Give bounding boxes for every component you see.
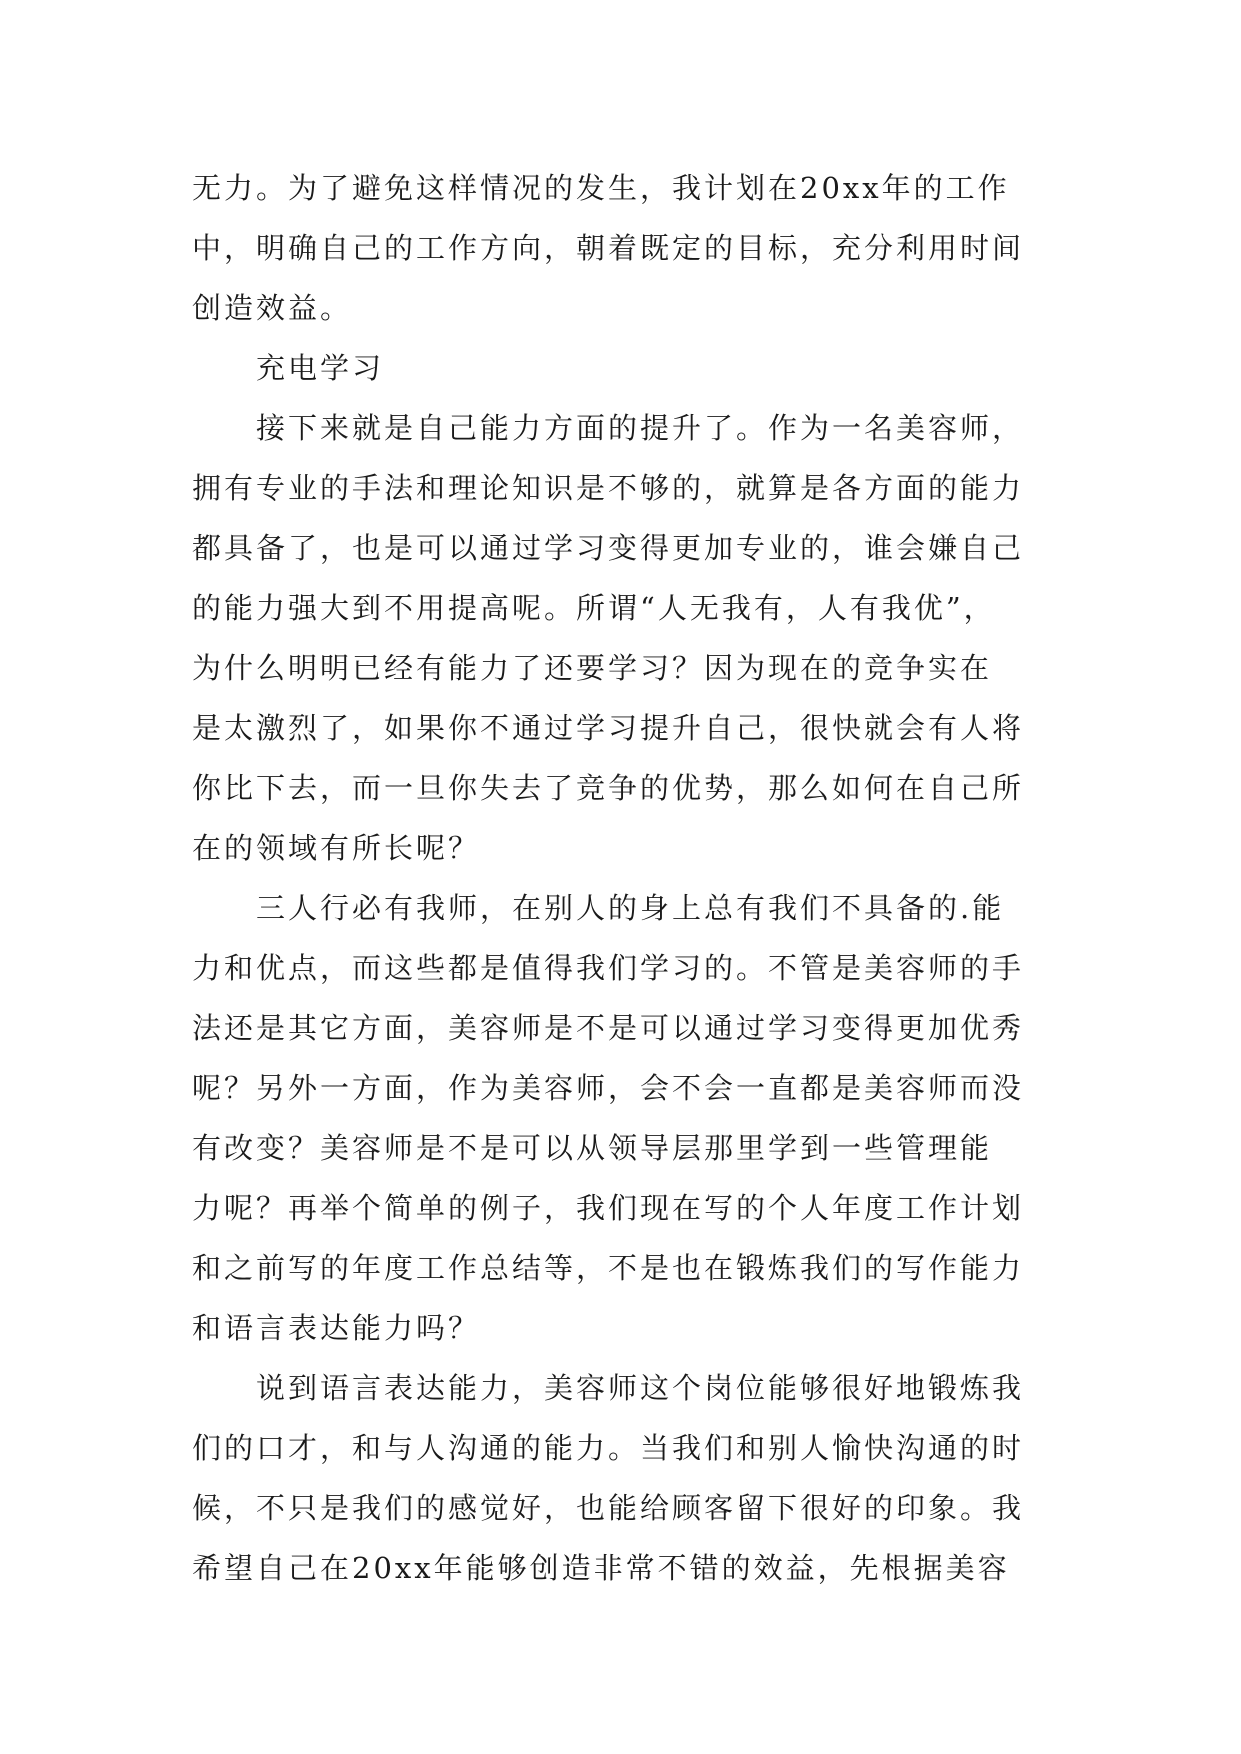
- text-line: 希望自己在20xx年能够创造非常不错的效益，先根据美容: [192, 1551, 1010, 1585]
- text-line: 候，不只是我们的感觉好，也能给顾客留下很好的印象。我: [192, 1491, 1025, 1525]
- text-line: 力呢？再举个简单的例子，我们现在写的个人年度工作计划: [192, 1191, 1025, 1225]
- text-line: 们的口才，和与人沟通的能力。当我们和别人愉快沟通的时: [192, 1431, 1025, 1465]
- text-line: 都具备了，也是可以通过学习变得更加专业的，谁会嫌自己: [192, 531, 1025, 565]
- section-heading: 充电学习: [256, 351, 385, 385]
- text-line: 无力。为了避免这样情况的发生，我计划在20xx年的工作: [192, 171, 1010, 205]
- text-line: 法还是其它方面，美容师是不是可以通过学习变得更加优秀: [192, 1011, 1025, 1045]
- text-line: 在的领域有所长呢？: [192, 831, 481, 865]
- text-line: 有改变？美容师是不是可以从领导层那里学到一些管理能: [192, 1131, 993, 1165]
- text-line: 你比下去，而一旦你失去了竞争的优势，那么如何在自己所: [192, 771, 1025, 805]
- text-line: 的能力强大到不用提高呢。所谓“人无我有，人有我优”，: [192, 591, 996, 625]
- text-line: 为什么明明已经有能力了还要学习？因为现在的竞争实在: [192, 651, 993, 685]
- body-text: [192, 158, 1052, 1598]
- text-line: 创造效益。: [192, 291, 353, 325]
- text-line: 接下来就是自己能力方面的提升了。作为一名美容师，: [256, 411, 1025, 445]
- text-line: 呢？另外一方面，作为美容师，会不会一直都是美容师而没: [192, 1071, 1025, 1105]
- text-line: 中，明确自己的工作方向，朝着既定的目标，充分利用时间: [192, 231, 1025, 265]
- text-line: 和之前写的年度工作总结等，不是也在锻炼我们的写作能力: [192, 1251, 1025, 1285]
- text-line: 三人行必有我师，在别人的身上总有我们不具备的.能: [256, 891, 1005, 925]
- text-line: 说到语言表达能力，美容师这个岗位能够很好地锻炼我: [256, 1371, 1025, 1405]
- text-line: 和语言表达能力吗？: [192, 1311, 481, 1345]
- text-line: 拥有专业的手法和理论知识是不够的，就算是各方面的能力: [192, 471, 1025, 505]
- text-line: 力和优点，而这些都是值得我们学习的。不管是美容师的手: [192, 951, 1025, 985]
- text-line: 是太激烈了，如果你不通过学习提升自己，很快就会有人将: [192, 711, 1025, 745]
